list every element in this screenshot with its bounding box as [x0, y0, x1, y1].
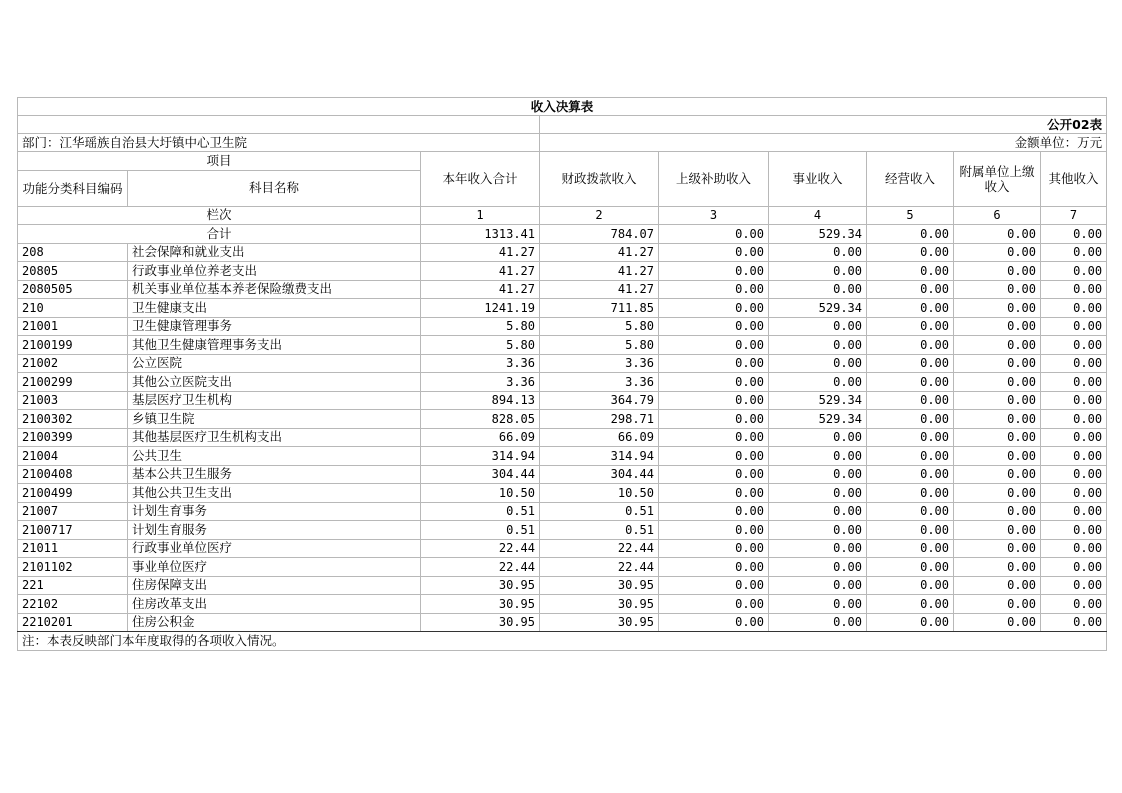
- row-value-col-1: 894.13: [421, 391, 540, 410]
- row-value-col-5: 0.00: [867, 243, 954, 262]
- row-name: 其他卫生健康管理事务支出: [128, 336, 421, 355]
- row-value-col-3: 0.00: [659, 243, 769, 262]
- header-col-7: 其他收入: [1041, 152, 1107, 207]
- table-row: [18, 373, 1107, 392]
- row-name: 住房保障支出: [128, 576, 421, 595]
- row-value-col-7: 0.00: [1041, 521, 1107, 540]
- header-col-2: 财政拨款收入: [540, 152, 659, 207]
- row-value-col-1: 41.27: [421, 262, 540, 281]
- blank-cell: [18, 116, 540, 134]
- row-value-col-5: 0.00: [867, 317, 954, 336]
- row-value-col-2: 5.80: [540, 317, 659, 336]
- table-title: 收入决算表: [18, 98, 1107, 116]
- row-value-col-2: 41.27: [540, 280, 659, 299]
- row-value-col-4: 0.00: [769, 336, 867, 355]
- row-name: 其他基层医疗卫生机构支出: [128, 428, 421, 447]
- row-value-col-7: 0.00: [1041, 373, 1107, 392]
- row-value-col-4: 0.00: [769, 521, 867, 540]
- row-value-col-1: 30.95: [421, 576, 540, 595]
- row-name: 基本公共卫生服务: [128, 465, 421, 484]
- row-value-col-5: 0.00: [867, 299, 954, 318]
- row-value-col-6: 0.00: [954, 317, 1041, 336]
- row-value-col-7: 0.00: [1041, 502, 1107, 521]
- table-row: [18, 262, 1107, 281]
- row-value-col-5: 0.00: [867, 280, 954, 299]
- row-value-col-3: 0.00: [659, 373, 769, 392]
- row-code: 21003: [18, 391, 128, 410]
- row-value-col-5: 0.00: [867, 595, 954, 614]
- row-name: 事业单位医疗: [128, 558, 421, 577]
- row-value-col-1: 3.36: [421, 354, 540, 373]
- column-number-7: 7: [1041, 206, 1107, 225]
- row-value-col-5: 0.00: [867, 521, 954, 540]
- row-value-col-6: 0.00: [954, 539, 1041, 558]
- row-value-col-5: 0.00: [867, 262, 954, 281]
- header-col-6: 附属单位上缴收入: [954, 152, 1041, 207]
- row-value-col-3: 0.00: [659, 613, 769, 632]
- header-col-5: 经营收入: [867, 152, 954, 207]
- row-value-col-7: 0.00: [1041, 391, 1107, 410]
- row-value-col-4: 0.00: [769, 502, 867, 521]
- row-value-col-2: 30.95: [540, 613, 659, 632]
- table-row: [18, 521, 1107, 540]
- table-row: [18, 317, 1107, 336]
- row-value-col-4: 0.00: [769, 558, 867, 577]
- column-number-2: 2: [540, 206, 659, 225]
- row-value-col-2: 10.50: [540, 484, 659, 503]
- row-value-col-2: 304.44: [540, 465, 659, 484]
- row-value-col-1: 0.51: [421, 521, 540, 540]
- row-value-col-5: 0.00: [867, 576, 954, 595]
- row-code: 21004: [18, 447, 128, 466]
- row-value-col-4: 0.00: [769, 317, 867, 336]
- row-value-col-2: 41.27: [540, 262, 659, 281]
- row-value-col-1: 22.44: [421, 558, 540, 577]
- row-value-col-1: 41.27: [421, 243, 540, 262]
- row-name: 计划生育事务: [128, 502, 421, 521]
- row-value-col-5: 0.00: [867, 539, 954, 558]
- row-value-col-2: 3.36: [540, 373, 659, 392]
- row-value-col-7: 0.00: [1041, 576, 1107, 595]
- table-row: [18, 502, 1107, 521]
- row-name: 其他公立医院支出: [128, 373, 421, 392]
- row-value-col-5: 0.00: [867, 354, 954, 373]
- row-value-col-4: 0.00: [769, 465, 867, 484]
- row-value-col-1: 41.27: [421, 280, 540, 299]
- row-value-col-5: 0.00: [867, 410, 954, 429]
- row-value-col-1: 30.95: [421, 613, 540, 632]
- row-value-col-1: 5.80: [421, 336, 540, 355]
- row-name: 行政事业单位养老支出: [128, 262, 421, 281]
- row-value-col-6: 0.00: [954, 262, 1041, 281]
- row-value-col-2: 5.80: [540, 336, 659, 355]
- row-value-col-2: 0.51: [540, 521, 659, 540]
- total-value-4: 529.34: [769, 225, 867, 244]
- row-value-col-7: 0.00: [1041, 262, 1107, 281]
- row-value-col-4: 0.00: [769, 280, 867, 299]
- row-value-col-1: 1241.19: [421, 299, 540, 318]
- row-value-col-7: 0.00: [1041, 336, 1107, 355]
- row-value-col-2: 66.09: [540, 428, 659, 447]
- table-row: [18, 391, 1107, 410]
- row-value-col-4: 0.00: [769, 484, 867, 503]
- row-name: 住房公积金: [128, 613, 421, 632]
- row-value-col-3: 0.00: [659, 336, 769, 355]
- header-col-1: 本年收入合计: [421, 152, 540, 207]
- row-value-col-7: 0.00: [1041, 299, 1107, 318]
- row-value-col-2: 30.95: [540, 576, 659, 595]
- row-value-col-1: 828.05: [421, 410, 540, 429]
- table-row: [18, 558, 1107, 577]
- row-value-col-5: 0.00: [867, 447, 954, 466]
- row-value-col-1: 314.94: [421, 447, 540, 466]
- header-name: 科目名称: [128, 170, 421, 206]
- row-value-col-7: 0.00: [1041, 595, 1107, 614]
- row-value-col-2: 711.85: [540, 299, 659, 318]
- row-value-col-3: 0.00: [659, 539, 769, 558]
- income-statement-sheet: [17, 97, 1106, 651]
- row-code: 208: [18, 243, 128, 262]
- row-code: 210: [18, 299, 128, 318]
- form-number: 公开02表: [540, 116, 1107, 134]
- row-value-col-5: 0.00: [867, 502, 954, 521]
- row-value-col-5: 0.00: [867, 465, 954, 484]
- row-value-col-1: 22.44: [421, 539, 540, 558]
- table-row: [18, 595, 1107, 614]
- row-value-col-5: 0.00: [867, 484, 954, 503]
- row-value-col-7: 0.00: [1041, 465, 1107, 484]
- row-code: 2100199: [18, 336, 128, 355]
- row-code: 2100408: [18, 465, 128, 484]
- row-name: 社会保障和就业支出: [128, 243, 421, 262]
- row-code: 21011: [18, 539, 128, 558]
- table-row: [18, 428, 1107, 447]
- row-code: 2100299: [18, 373, 128, 392]
- column-number-3: 3: [659, 206, 769, 225]
- table-row: [18, 447, 1107, 466]
- row-value-col-6: 0.00: [954, 391, 1041, 410]
- total-value-3: 0.00: [659, 225, 769, 244]
- row-value-col-2: 3.36: [540, 354, 659, 373]
- row-value-col-7: 0.00: [1041, 447, 1107, 466]
- row-name: 乡镇卫生院: [128, 410, 421, 429]
- row-value-col-2: 314.94: [540, 447, 659, 466]
- row-value-col-3: 0.00: [659, 484, 769, 503]
- row-name: 机关事业单位基本养老保险缴费支出: [128, 280, 421, 299]
- row-code: 22102: [18, 595, 128, 614]
- row-value-col-6: 0.00: [954, 595, 1041, 614]
- header-item: 项目: [18, 152, 421, 171]
- header-col-3: 上级补助收入: [659, 152, 769, 207]
- table-note: 注：本表反映部门本年度取得的各项收入情况。: [18, 632, 1107, 651]
- row-value-col-1: 10.50: [421, 484, 540, 503]
- row-value-col-3: 0.00: [659, 595, 769, 614]
- row-value-col-7: 0.00: [1041, 317, 1107, 336]
- table-row: [18, 539, 1107, 558]
- total-value-5: 0.00: [867, 225, 954, 244]
- row-value-col-5: 0.00: [867, 391, 954, 410]
- row-code: 2100399: [18, 428, 128, 447]
- table-row: [18, 484, 1107, 503]
- row-name: 基层医疗卫生机构: [128, 391, 421, 410]
- table-row: [18, 576, 1107, 595]
- row-name: 公共卫生: [128, 447, 421, 466]
- row-value-col-6: 0.00: [954, 410, 1041, 429]
- row-value-col-4: 0.00: [769, 447, 867, 466]
- row-value-col-4: 529.34: [769, 410, 867, 429]
- row-value-col-5: 0.00: [867, 428, 954, 447]
- row-value-col-6: 0.00: [954, 243, 1041, 262]
- column-number-1: 1: [421, 206, 540, 225]
- row-value-col-6: 0.00: [954, 336, 1041, 355]
- row-value-col-7: 0.00: [1041, 428, 1107, 447]
- row-value-col-3: 0.00: [659, 465, 769, 484]
- row-value-col-5: 0.00: [867, 373, 954, 392]
- row-value-col-7: 0.00: [1041, 280, 1107, 299]
- table-row: [18, 280, 1107, 299]
- row-value-col-3: 0.00: [659, 317, 769, 336]
- row-value-col-6: 0.00: [954, 373, 1041, 392]
- row-value-col-5: 0.00: [867, 336, 954, 355]
- unit-label: 金额单位：万元: [540, 134, 1107, 152]
- table-row: [18, 410, 1107, 429]
- row-value-col-6: 0.00: [954, 521, 1041, 540]
- row-value-col-4: 0.00: [769, 373, 867, 392]
- row-name: 卫生健康管理事务: [128, 317, 421, 336]
- total-row-label: 合计: [18, 225, 421, 244]
- row-value-col-1: 0.51: [421, 502, 540, 521]
- row-code: 2100717: [18, 521, 128, 540]
- total-value-2: 784.07: [540, 225, 659, 244]
- row-value-col-5: 0.00: [867, 613, 954, 632]
- row-value-col-7: 0.00: [1041, 613, 1107, 632]
- row-value-col-6: 0.00: [954, 280, 1041, 299]
- table-row: [18, 299, 1107, 318]
- row-value-col-7: 0.00: [1041, 243, 1107, 262]
- row-value-col-4: 0.00: [769, 428, 867, 447]
- row-value-col-3: 0.00: [659, 502, 769, 521]
- table-row: [18, 613, 1107, 632]
- row-value-col-6: 0.00: [954, 299, 1041, 318]
- row-value-col-1: 3.36: [421, 373, 540, 392]
- row-code: 2080505: [18, 280, 128, 299]
- row-value-col-3: 0.00: [659, 391, 769, 410]
- column-number-4: 4: [769, 206, 867, 225]
- row-value-col-3: 0.00: [659, 280, 769, 299]
- table-row: [18, 336, 1107, 355]
- row-value-col-1: 66.09: [421, 428, 540, 447]
- row-value-col-3: 0.00: [659, 576, 769, 595]
- row-value-col-3: 0.00: [659, 521, 769, 540]
- total-value-6: 0.00: [954, 225, 1041, 244]
- row-value-col-6: 0.00: [954, 558, 1041, 577]
- row-value-col-7: 0.00: [1041, 410, 1107, 429]
- table-row: [18, 243, 1107, 262]
- row-code: 21007: [18, 502, 128, 521]
- row-value-col-7: 0.00: [1041, 558, 1107, 577]
- row-name: 其他公共卫生支出: [128, 484, 421, 503]
- row-value-col-4: 529.34: [769, 299, 867, 318]
- row-value-col-3: 0.00: [659, 299, 769, 318]
- total-value-1: 1313.41: [421, 225, 540, 244]
- row-value-col-2: 298.71: [540, 410, 659, 429]
- row-value-col-3: 0.00: [659, 262, 769, 281]
- table-row: [18, 465, 1107, 484]
- row-value-col-3: 0.00: [659, 447, 769, 466]
- row-name: 计划生育服务: [128, 521, 421, 540]
- row-value-col-4: 529.34: [769, 391, 867, 410]
- row-value-col-3: 0.00: [659, 410, 769, 429]
- row-name: 公立医院: [128, 354, 421, 373]
- column-number-6: 6: [954, 206, 1041, 225]
- row-value-col-2: 22.44: [540, 539, 659, 558]
- row-value-col-2: 22.44: [540, 558, 659, 577]
- row-value-col-6: 0.00: [954, 447, 1041, 466]
- row-code: 21001: [18, 317, 128, 336]
- row-value-col-2: 30.95: [540, 595, 659, 614]
- row-value-col-6: 0.00: [954, 613, 1041, 632]
- row-code: 21002: [18, 354, 128, 373]
- row-code: 2100499: [18, 484, 128, 503]
- column-number-5: 5: [867, 206, 954, 225]
- header-code: 功能分类科目编码: [18, 170, 128, 206]
- row-value-col-4: 0.00: [769, 262, 867, 281]
- row-value-col-6: 0.00: [954, 428, 1041, 447]
- row-value-col-4: 0.00: [769, 539, 867, 558]
- row-value-col-4: 0.00: [769, 613, 867, 632]
- header-col-4: 事业收入: [769, 152, 867, 207]
- row-value-col-4: 0.00: [769, 354, 867, 373]
- row-name: 住房改革支出: [128, 595, 421, 614]
- row-value-col-6: 0.00: [954, 484, 1041, 503]
- row-value-col-2: 364.79: [540, 391, 659, 410]
- row-code: 2210201: [18, 613, 128, 632]
- row-value-col-5: 0.00: [867, 558, 954, 577]
- department-label: 部门：江华瑶族自治县大圩镇中心卫生院: [18, 134, 540, 152]
- row-value-col-6: 0.00: [954, 465, 1041, 484]
- row-value-col-1: 5.80: [421, 317, 540, 336]
- row-value-col-6: 0.00: [954, 502, 1041, 521]
- row-value-col-2: 0.51: [540, 502, 659, 521]
- row-value-col-7: 0.00: [1041, 484, 1107, 503]
- row-value-col-1: 30.95: [421, 595, 540, 614]
- row-value-col-4: 0.00: [769, 576, 867, 595]
- income-table: [17, 97, 1107, 651]
- total-value-7: 0.00: [1041, 225, 1107, 244]
- row-value-col-3: 0.00: [659, 428, 769, 447]
- row-value-col-1: 304.44: [421, 465, 540, 484]
- row-value-col-2: 41.27: [540, 243, 659, 262]
- row-value-col-3: 0.00: [659, 354, 769, 373]
- row-value-col-6: 0.00: [954, 576, 1041, 595]
- row-value-col-3: 0.00: [659, 558, 769, 577]
- row-value-col-4: 0.00: [769, 595, 867, 614]
- row-code: 2100302: [18, 410, 128, 429]
- row-value-col-6: 0.00: [954, 354, 1041, 373]
- row-value-col-7: 0.00: [1041, 539, 1107, 558]
- row-code: 2101102: [18, 558, 128, 577]
- column-row-label: 栏次: [18, 206, 421, 225]
- row-code: 20805: [18, 262, 128, 281]
- row-name: 行政事业单位医疗: [128, 539, 421, 558]
- row-value-col-7: 0.00: [1041, 354, 1107, 373]
- table-row: [18, 354, 1107, 373]
- row-code: 221: [18, 576, 128, 595]
- row-value-col-4: 0.00: [769, 243, 867, 262]
- row-name: 卫生健康支出: [128, 299, 421, 318]
